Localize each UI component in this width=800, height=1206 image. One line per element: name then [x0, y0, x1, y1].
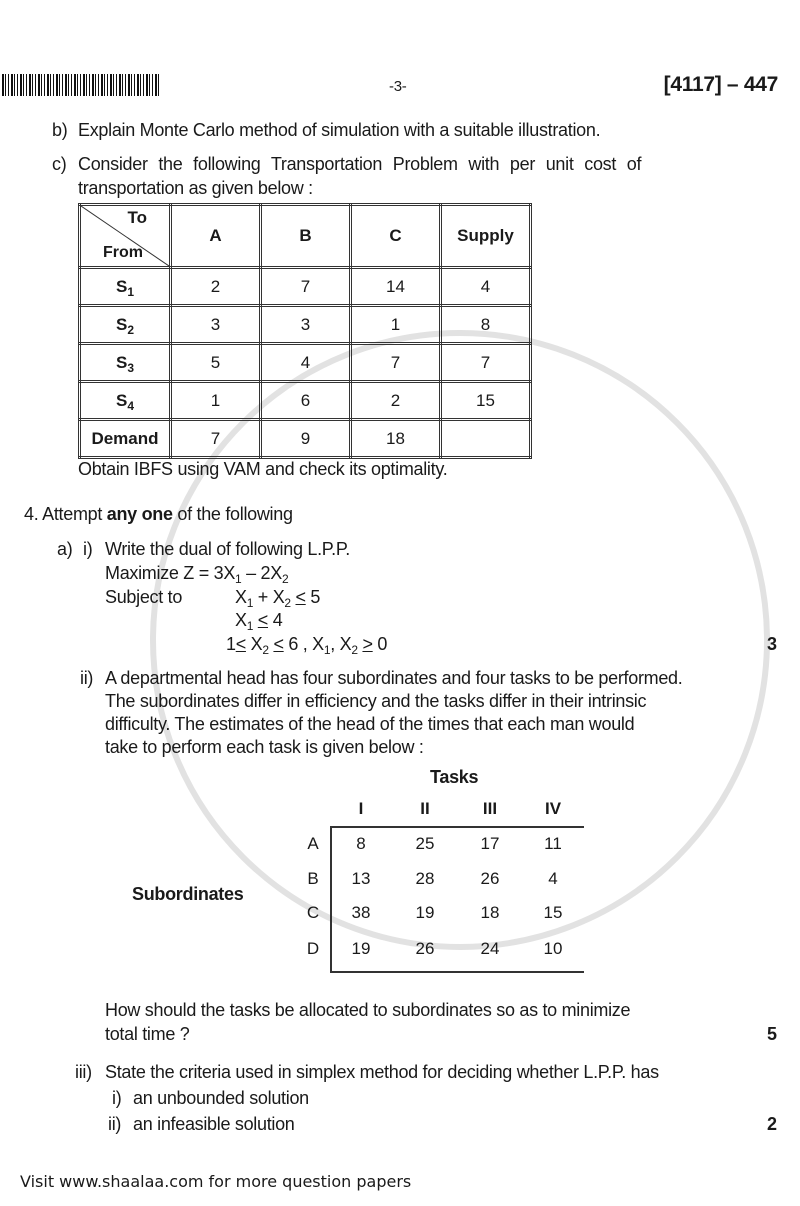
table-cell: 38	[351, 903, 371, 922]
lpp-constraint-1: $X_1 + X_2 < 5$	[235, 587, 321, 610]
table-row	[80, 306, 531, 344]
table-cell: 10	[543, 939, 563, 958]
corner-to: To	[127, 208, 147, 227]
cell: 14	[351, 268, 441, 306]
marks: 2	[767, 1114, 777, 1134]
q4aii-question-2: total time ?	[105, 1024, 190, 1044]
corner-cell	[80, 205, 171, 268]
col-header: B	[261, 205, 351, 268]
q4aii-label: ii)	[80, 668, 94, 688]
lpp-subject-to: Subject to	[105, 587, 183, 607]
cell: 9	[261, 420, 351, 458]
q4ai-label: i)	[83, 539, 93, 559]
col-header: III	[482, 799, 498, 818]
marks: 3	[767, 634, 777, 654]
cell: 4	[441, 268, 531, 306]
subordinates-label: Subordinates	[132, 884, 244, 904]
cell: 7	[351, 344, 441, 382]
table-cell: 25	[415, 834, 435, 853]
item-label: i)	[112, 1088, 122, 1108]
cell: 5	[171, 344, 261, 382]
lpp-objective: Maximize $Z = 3X_1 - 2X_2$	[105, 563, 289, 586]
cell: 18	[351, 420, 441, 458]
item-text: an infeasible solution	[133, 1114, 295, 1134]
q3c-text: Consider the following Transportation Problem with per unit cost of	[78, 154, 642, 174]
col-header: C	[351, 205, 441, 268]
q4aiii-text: State the criteria used in simplex method for deciding whether L.P.P. has	[105, 1062, 659, 1082]
table-row	[80, 344, 531, 382]
q3b-text: Explain Monte Carlo method of simulation with a suitable illustration.	[78, 120, 601, 140]
col-header: IV	[544, 799, 562, 818]
item-label: ii)	[108, 1114, 122, 1134]
col-header: I	[358, 799, 364, 818]
table-cell: 13	[351, 869, 371, 888]
cell: 8	[441, 306, 531, 344]
cell: 6	[261, 382, 351, 420]
col-header: Supply	[441, 205, 531, 268]
table-cell: 26	[480, 869, 500, 888]
table-cell: 26	[415, 939, 435, 958]
cell: 2	[171, 268, 261, 306]
cell: 3	[171, 306, 261, 344]
cell: 4	[261, 344, 351, 382]
table-cell: 11	[544, 834, 562, 853]
paper-code: [4117] – 447	[663, 73, 778, 96]
corner-from: From	[103, 244, 143, 261]
q3c-instruction: Obtain IBFS using VAM and check its optimality.	[78, 459, 448, 479]
row-label: $S_4$	[80, 382, 171, 420]
row-label: $S_1$	[80, 268, 171, 306]
cell: 2	[351, 382, 441, 420]
table-row	[80, 268, 531, 306]
row-label: C	[306, 903, 320, 922]
row-label: B	[307, 869, 319, 888]
table-cell: 15	[543, 903, 563, 922]
page-number: -3-	[389, 78, 407, 95]
lpp-constraint-3: $1< X_2 < 6$ , $X_1$, $X_2 > 0$	[226, 634, 388, 657]
lpp-constraint-2: $X_1 < 4$	[235, 610, 283, 633]
q4ai-text: Write the dual of following L.P.P.	[105, 539, 350, 559]
col-header: II	[420, 799, 430, 818]
row-label: $S_3$	[80, 344, 171, 382]
table-cell: 19	[415, 903, 435, 922]
q4aii-text: take to perform each task is given below :	[105, 737, 424, 757]
q3b-label: b)	[52, 120, 68, 140]
row-label: A	[307, 834, 319, 853]
q3c-text-2: transportation as given below :	[78, 178, 313, 198]
q4a-label: a)	[57, 539, 73, 559]
table-cell: 8	[356, 834, 366, 853]
q4aii-text: difficulty. The estimates of the head of the times that each man would	[105, 714, 635, 734]
row-label: Demand	[80, 420, 171, 458]
table-cell: 28	[415, 869, 435, 888]
col-header: A	[171, 205, 261, 268]
item-text: an unbounded solution	[133, 1088, 309, 1108]
cell: 15	[441, 382, 531, 420]
marks: 5	[767, 1024, 777, 1044]
q4-heading: 4. Attempt any one of the following	[24, 504, 293, 524]
table-cell: 4	[548, 869, 558, 888]
cell: 3	[261, 306, 351, 344]
table-cell: 19	[351, 939, 371, 958]
q4aiii-label: iii)	[75, 1062, 92, 1082]
q4aii-question: How should the tasks be allocated to subordinates so as to minimize	[105, 1000, 631, 1020]
row-label: $S_2$	[80, 306, 171, 344]
cell: 7	[171, 420, 261, 458]
cell: 7	[261, 268, 351, 306]
cell	[441, 420, 531, 458]
barcode	[2, 74, 160, 96]
table-cell: 18	[480, 903, 500, 922]
table-row	[80, 420, 531, 458]
q4aii-text: The subordinates differ in efficiency and the tasks differ in their intrinsic	[105, 691, 647, 711]
footer-text: Visit www.shaalaa.com for more question papers	[20, 1172, 412, 1191]
cell: 7	[441, 344, 531, 382]
transportation-table	[78, 203, 532, 459]
table-cell: 17	[480, 834, 500, 853]
row-label: D	[306, 939, 320, 958]
cell: 1	[351, 306, 441, 344]
table-header-row	[80, 205, 531, 268]
table-row	[80, 382, 531, 420]
cell: 1	[171, 382, 261, 420]
table-cell: 24	[480, 939, 500, 958]
tasks-title: Tasks	[430, 767, 479, 787]
q3c-label: c)	[52, 154, 67, 174]
q4aii-text: A departmental head has four subordinates and four tasks to be performed.	[105, 668, 683, 688]
